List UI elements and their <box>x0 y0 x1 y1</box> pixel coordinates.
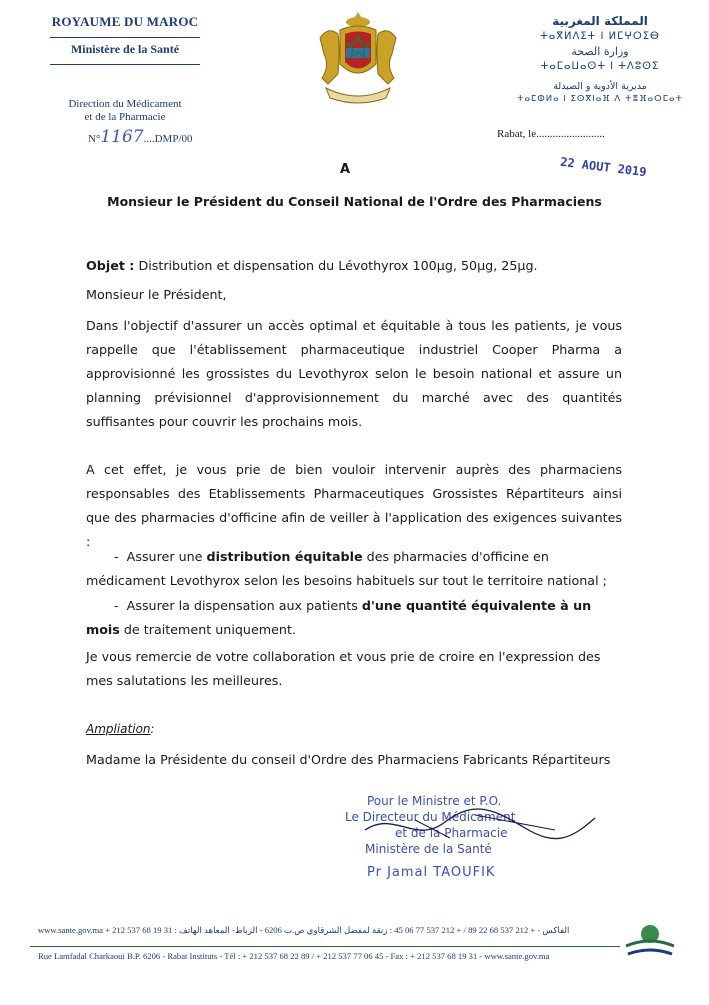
signature-line-1: Pour le Ministre et P.O. <box>367 794 502 808</box>
ampliation-label-text: Ampliation <box>86 722 151 736</box>
arabic-ministry: وزارة الصحة <box>571 45 629 58</box>
kingdom-title: ROYAUME DU MAROC <box>51 14 199 29</box>
bullet-2-text-b: de traitement uniquement. <box>119 622 296 637</box>
footer-line-1 <box>38 925 618 936</box>
tifinagh-ministry: ⵜⴰⵎⴰⵡⴰⵙⵜ ⵏ ⵜⴷⵓⵙⵉ <box>540 61 660 72</box>
reference-number <box>88 127 193 147</box>
subject-text: Distribution et dispensation du Lévothyrox 100µg, 50µg, 25µg. <box>138 258 538 273</box>
ref-prefix: N° <box>88 133 101 145</box>
footer-left: www.sante.gov.ma + 212 537 68 19 31 : <box>38 925 177 935</box>
footer-arabic: الفاكس - + 212 537 68 22 89 / + 212 537 77 06 45 : زنقة لمفضل الشرقاوي ص.ب 6206 - الرباط- المعاهد الهاتف <box>179 925 570 935</box>
bullet-1-bold: distribution équitable <box>206 549 363 564</box>
direction-title <box>30 98 220 124</box>
ministry-logo-icon <box>622 918 678 966</box>
direction-line-1: Direction du Médicament <box>68 98 182 110</box>
addressee: Monsieur le Président du Conseil National de l'Ordre des Pharmaciens <box>107 194 602 209</box>
bullet-2-text-a: Assurer la dispensation aux patients <box>126 598 362 613</box>
bullet-dash: - <box>114 598 127 613</box>
header-divider <box>50 37 200 38</box>
bullet-1-text-b: des pharmacies d'officine en médicament Levothyrox selon les besoins habituels sur tout le territoire national ; <box>86 549 607 588</box>
paragraph-1: Dans l'objectif d'assurer un accès optimal et équitable à tous les patients, je vous rappelle que l'établissement pharmaceutique industriel Cooper Pharma a approvisionné les grossistes du Levothyrox selon le besoin national et assure un planning prévisionnel d'approvisionnement du marché avec des quantités suffisantes pour couvrir les prochains mois. <box>86 318 622 429</box>
header-divider-2 <box>50 64 200 65</box>
bullet-2-bold: d'une quantité équivalente à un mois <box>86 598 592 637</box>
paragraph-2: A cet effet, je vous prie de bien vouloir intervenir auprès des pharmaciens responsables des Etablissements Pharmaceutiques Grossistes Répartiteurs ainsi que des pharmacies d'officine afin de veiller à l'application des exigences suivantes : <box>86 462 622 549</box>
signature-line-2: Le Directeur du Médicament <box>345 810 516 824</box>
subject-line <box>86 254 622 278</box>
ref-suffix: ....DMP/00 <box>143 133 193 145</box>
ref-handwritten: 1167 <box>100 127 144 147</box>
bullet-dash: - <box>114 549 127 564</box>
footer-divider <box>30 946 620 947</box>
recipient-prefix: A <box>340 162 351 177</box>
salutation: Monsieur le Président, <box>86 287 227 302</box>
direction-line-2: et de la Pharmacie <box>84 111 166 123</box>
place-date-line: Rabat, le......................... <box>497 128 605 140</box>
paragraph-closing: Je vous remercie de votre collaboration et vous prie de croire en l'expression des mes salutations les meilleures. <box>86 649 601 688</box>
coat-of-arms-icon <box>312 8 404 108</box>
tifinagh-direction: ⵜⴰⵎⵀⵍⴰ ⵏ ⵉⵙⴳⵏⴰⴼ ⴷ ⵜⴻⴼⴰⵔⵎⴰⵜ <box>516 94 684 104</box>
tifinagh-kingdom: ⵜⴰⴳⵍⴷⵉⵜ ⵏ ⵍⵎⵖⵔⵉⴱ <box>540 31 660 42</box>
ampliation-label <box>86 717 622 741</box>
signature-line-4: Ministère de la Santé <box>365 842 492 856</box>
signature-name: Pr Jamal TAOUFIK <box>367 865 496 880</box>
handwritten-signature-icon <box>355 800 605 860</box>
ministry-title: Ministère de la Santé <box>70 42 180 56</box>
ampliation-colon: : <box>150 722 155 736</box>
header-left <box>30 14 220 124</box>
footer-line-2: Rue Lamfadal Charkaoui B.P. 6206 - Rabat Instituts - Tél : + 212 537 68 22 89 / + 212 537 77 06 45 - Fax : + 212 537 68 19 31 - www.sante.gov.ma <box>38 951 550 961</box>
ampliation-text: Madame la Présidente du conseil d'Ordre des Pharmaciens Fabricants Répartiteurs <box>86 752 611 767</box>
bullet-1 <box>86 545 622 593</box>
bullet-1-text-a: Assurer une <box>126 549 207 564</box>
subject-label: Objet : <box>86 258 135 273</box>
arabic-direction: مديرية الأدوية و الصيدلة <box>553 81 647 92</box>
bullet-2 <box>86 594 622 642</box>
arabic-kingdom: المملكة المغربية <box>552 14 648 28</box>
signature-line-3: et de la Pharmacie <box>395 826 508 840</box>
date-stamp: 22 AOUT 2019 <box>559 154 648 180</box>
header-right <box>510 14 690 104</box>
